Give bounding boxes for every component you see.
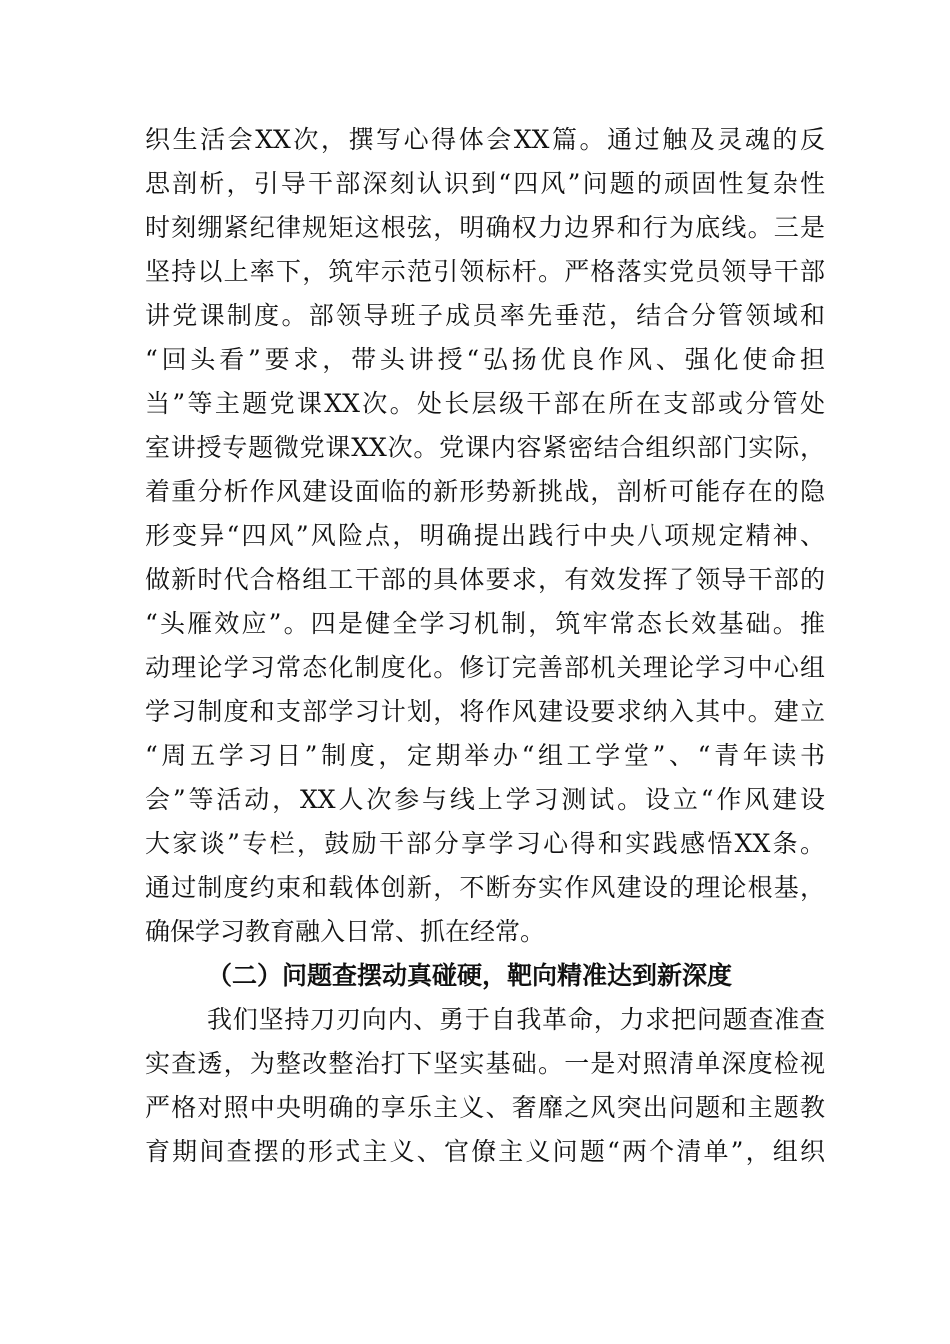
text-line: 通过制度约束和载体创新，不断夯实作风建设的理论根基， xyxy=(145,873,825,902)
text-line: 严格对照中央明确的享乐主义、奢靡之风突出问题和主题教 xyxy=(145,1093,825,1122)
text-line: 确保学习教育融入日常、抓在经常。 xyxy=(145,917,546,946)
text-line: 思剖析，引导干部深刻认识到“四风”问题的顽固性复杂性 xyxy=(145,169,825,198)
text-line: 讲党课制度。部领导班子成员率先垂范，结合分管领域和 xyxy=(145,301,825,330)
text-line: 大家谈”专栏，鼓励干部分享学习心得和实践感悟XX条。 xyxy=(145,829,825,858)
text-line: 着重分析作风建设面临的新形势新挑战，剖析可能存在的隐 xyxy=(145,477,825,506)
text-line: 动理论学习常态化制度化。修订完善部机关理论学习中心组 xyxy=(145,653,825,682)
text-line: 实查透，为整改整治打下坚实基础。一是对照清单深度检视 xyxy=(145,1049,825,1078)
text-line: 坚持以上率下，筑牢示范引领标杆。严格落实党员领导干部 xyxy=(145,257,825,286)
text-line: 当”等主题党课XX次。处长层级干部在所在支部或分管处 xyxy=(145,389,825,418)
text-line: 室讲授专题微党课XX次。党课内容紧密结合组织部门实际， xyxy=(145,433,825,462)
text-line: 做新时代合格组工干部的具体要求，有效发挥了领导干部的 xyxy=(145,565,825,594)
text-line: 形变异“四风”风险点，明确提出践行中央八项规定精神、 xyxy=(145,521,825,550)
section-heading: （二）问题查摆动真碰硬，靶向精准达到新深度 xyxy=(207,961,733,990)
text-line: 时刻绷紧纪律规矩这根弦，明确权力边界和行为底线。三是 xyxy=(145,213,825,242)
text-line: 织生活会XX次，撰写心得体会XX篇。通过触及灵魂的反 xyxy=(145,125,825,154)
text-line: 学习制度和支部学习计划，将作风建设要求纳入其中。建立 xyxy=(145,697,825,726)
text-line: 我们坚持刀刃向内、勇于自我革命，力求把问题查准查 xyxy=(207,1005,825,1034)
text-line: 育期间查摆的形式主义、官僚主义问题“两个清单”，组织 xyxy=(145,1137,825,1166)
text-line: “周五学习日”制度，定期举办“组工学堂”、“青年读书 xyxy=(145,741,825,770)
text-line: 会”等活动，XX人次参与线上学习测试。设立“作风建设 xyxy=(145,785,825,814)
text-line: “头雁效应”。四是健全学习机制，筑牢常态长效基础。推 xyxy=(145,609,825,638)
text-line: “回头看”要求，带头讲授“弘扬优良作风、强化使命担 xyxy=(145,345,825,374)
